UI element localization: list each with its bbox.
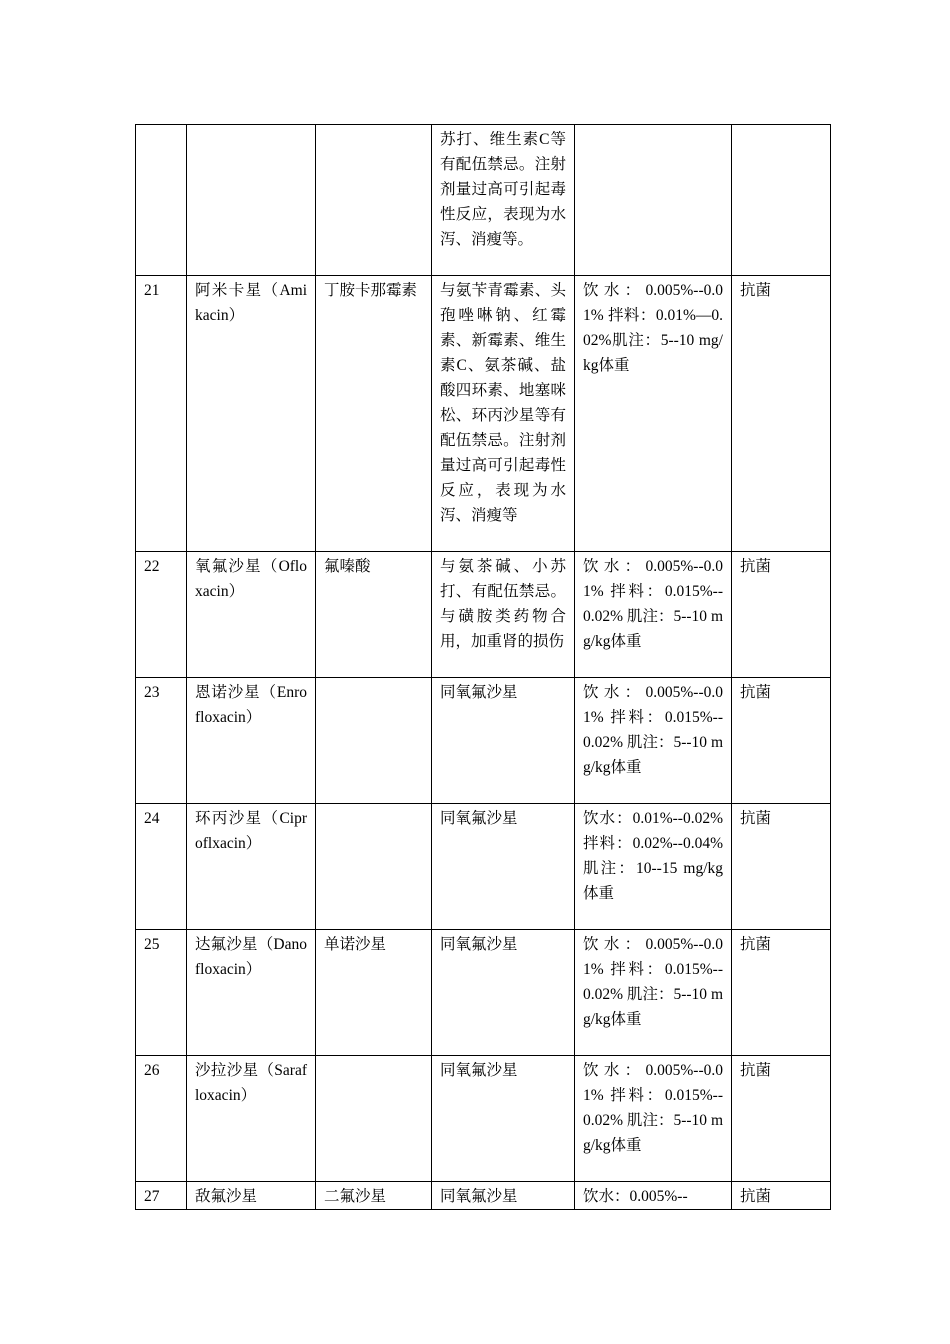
cell-alias <box>316 678 432 804</box>
cell-name: 达氟沙星（Danofloxacin） <box>187 930 316 1056</box>
cell-name: 阿米卡星（Amikacin） <box>187 276 316 552</box>
cell-dose: 饮水：0.005%--0.01% 拌料：0.01%—0.02%肌注：5--10 mg/kg体重 <box>575 276 732 552</box>
cell-alias <box>316 125 432 276</box>
cell-name: 敌氟沙星 <box>187 1182 316 1210</box>
cell-use: 抗菌 <box>732 276 831 552</box>
cell-note: 同氧氟沙星 <box>432 804 575 930</box>
cell-dose: 饮水：0.005%-- <box>575 1182 732 1210</box>
cell-note: 与氨茶碱、小苏打、有配伍禁忌。与磺胺类药物合用，加重肾的损伤 <box>432 552 575 678</box>
table-row <box>136 804 831 930</box>
cell-note: 同氧氟沙星 <box>432 1056 575 1182</box>
cell-no: 22 <box>136 552 187 678</box>
cell-name: 恩诺沙星（Enrofloxacin） <box>187 678 316 804</box>
cell-use: 抗菌 <box>732 1056 831 1182</box>
table-row <box>136 678 831 804</box>
cell-alias <box>316 1056 432 1182</box>
cell-no: 25 <box>136 930 187 1056</box>
cell-use: 抗菌 <box>732 930 831 1056</box>
cell-note: 与氨苄青霉素、头孢唑啉钠、红霉素、新霉素、维生素C、氨茶碱、盐酸四环素、地塞咪松、环丙沙星等有配伍禁忌。注射剂量过高可引起毒性反应，表现为水泻、消瘦等 <box>432 276 575 552</box>
cell-no: 27 <box>136 1182 187 1210</box>
cell-dose: 饮水：0.005%--0.01% 拌料：0.015%--0.02% 肌注：5--10 mg/kg体重 <box>575 552 732 678</box>
cell-note: 同氧氟沙星 <box>432 678 575 804</box>
cell-name <box>187 125 316 276</box>
cell-dose: 饮水：0.01%--0.02% 拌料：0.02%--0.04% 肌注：10--15 mg/kg体重 <box>575 804 732 930</box>
cell-dose: 饮水：0.005%--0.01% 拌料：0.015%--0.02% 肌注：5--10 mg/kg体重 <box>575 678 732 804</box>
table-row <box>136 1056 831 1182</box>
cell-alias: 氟嗪酸 <box>316 552 432 678</box>
cell-no <box>136 125 187 276</box>
cell-no: 24 <box>136 804 187 930</box>
table-row <box>136 276 831 552</box>
cell-name: 环丙沙星（Ciproflxacin） <box>187 804 316 930</box>
cell-dose: 饮水：0.005%--0.01% 拌料：0.015%--0.02% 肌注：5--10 mg/kg体重 <box>575 930 732 1056</box>
cell-note: 同氧氟沙星 <box>432 1182 575 1210</box>
cell-no: 26 <box>136 1056 187 1182</box>
cell-use: 抗菌 <box>732 552 831 678</box>
cell-dose <box>575 125 732 276</box>
table-row <box>136 930 831 1056</box>
cell-use: 抗菌 <box>732 804 831 930</box>
cell-no: 23 <box>136 678 187 804</box>
cell-alias: 单诺沙星 <box>316 930 432 1056</box>
cell-use: 抗菌 <box>732 1182 831 1210</box>
table-row <box>136 1182 831 1210</box>
cell-use: 抗菌 <box>732 678 831 804</box>
cell-name: 沙拉沙星（Sarafloxacin） <box>187 1056 316 1182</box>
cell-alias: 丁胺卡那霉素 <box>316 276 432 552</box>
cell-note: 苏打、维生素C等有配伍禁忌。注射剂量过高可引起毒性反应，表现为水泻、消瘦等。 <box>432 125 575 276</box>
cell-no: 21 <box>136 276 187 552</box>
table-row <box>136 125 831 276</box>
cell-use <box>732 125 831 276</box>
cell-dose: 饮水：0.005%--0.01% 拌料：0.015%--0.02% 肌注：5--10 mg/kg体重 <box>575 1056 732 1182</box>
cell-name: 氧氟沙星（Ofloxacin） <box>187 552 316 678</box>
cell-alias <box>316 804 432 930</box>
cell-note: 同氧氟沙星 <box>432 930 575 1056</box>
table-row <box>136 552 831 678</box>
drug-table <box>135 124 831 1210</box>
cell-alias: 二氟沙星 <box>316 1182 432 1210</box>
